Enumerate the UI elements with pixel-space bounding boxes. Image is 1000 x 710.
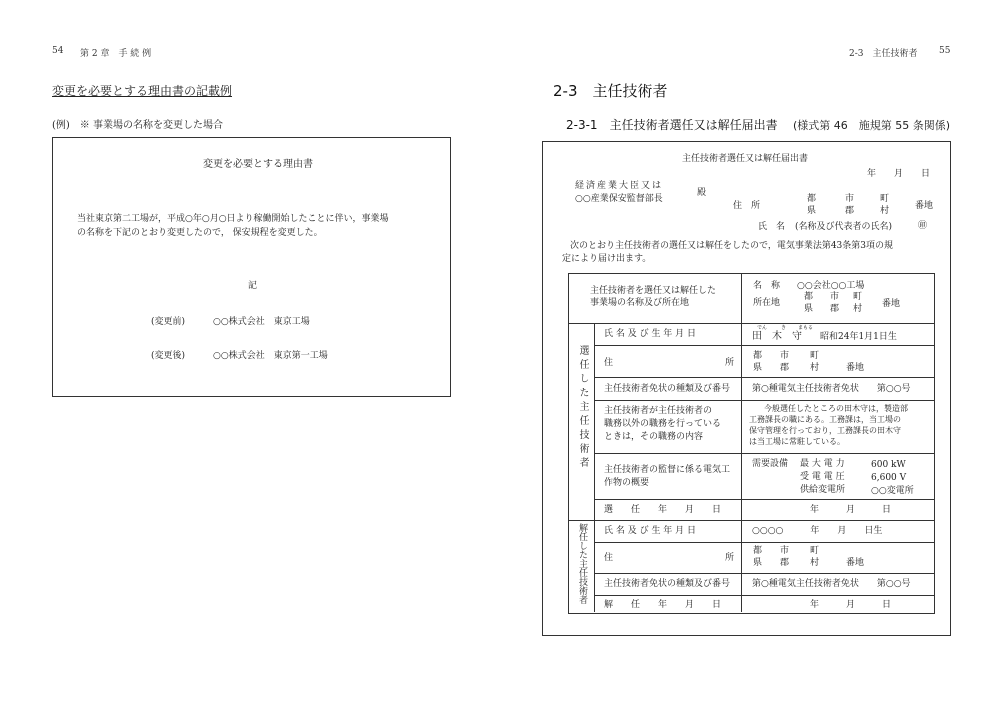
dismissed-license-value: 第○種電気主任技術者免状 第○○号 (752, 579, 911, 589)
appointed-date-label: 選 任 年 月 日 (604, 505, 722, 515)
substation-label: 供給変電所 (800, 485, 846, 495)
dismissed-section-label: 解任した主任技術者 (577, 523, 587, 604)
after-label: (変更後) (151, 351, 186, 361)
applicant-name-label: 氏 名 (758, 222, 786, 232)
appointed-to: 都 (753, 351, 763, 361)
site-ken: 県 (804, 304, 814, 314)
appointed-cho: 町 (810, 351, 820, 361)
ki-label: 記 (248, 281, 258, 291)
addressee-line2: ○○産業保安監督部長 (575, 194, 663, 204)
addressee-line1: 経済産業大臣又は (575, 181, 664, 191)
appointed-address-label2: 所 (725, 358, 735, 368)
applicant-address-label: 住 所 (733, 201, 761, 211)
applicant-name-note: (名称及び代表者の氏名) (795, 222, 893, 232)
site-to: 都 (804, 292, 814, 302)
dismissed-shi: 市 (780, 546, 790, 556)
site-shi: 市 (830, 292, 840, 302)
voltage-value: 6,600 V (871, 473, 907, 483)
appointed-other-value3: 保守管理を行っており，工務課長の田木守 (749, 426, 901, 435)
appointed-name-value: 田 木 守 (752, 331, 802, 342)
example-label: (例) ※ 事業場の名称を変更した場合 (52, 120, 223, 131)
applicant-mura: 村 (880, 206, 890, 216)
applicant-to: 都 (807, 194, 817, 204)
appointed-section-label: 選任した主任技術者 (577, 345, 588, 471)
applicant-banchi: 番地 (915, 201, 934, 211)
site-name-value: ○○会社○○工場 (797, 281, 865, 291)
seal-mark: ㊞ (918, 221, 928, 231)
subsection-note: (様式第 46 施規第 55 条関係) (793, 119, 951, 132)
left-chapter-header: 第 2 章 手 続 例 (80, 49, 152, 59)
left-page-number: 54 (52, 46, 64, 56)
appointed-license-label: 主任技術者免状の種類及び番号 (604, 384, 731, 394)
substation-value: ○○変電所 (871, 486, 914, 496)
site-location-label: 所在地 (753, 298, 781, 308)
before-value: ○○株式会社 東京工場 (213, 317, 310, 327)
site-gun: 郡 (830, 304, 840, 314)
appointed-name-label: 氏 名 及 び 生 年 月 日 (604, 329, 697, 339)
dismissed-mura: 村 (810, 558, 820, 568)
dismissed-ken: 県 (753, 558, 763, 568)
right-section-ref: 2-3 主任技術者 (849, 49, 918, 59)
dismissed-cho: 町 (810, 546, 820, 556)
subsection-title: 2-3-1 主任技術者選任又は解任届出書 (566, 118, 778, 132)
appointed-banchi: 番地 (846, 363, 865, 373)
dismissed-address-label: 住 (604, 553, 614, 563)
appointed-birth: 昭和24年1月1日生 (820, 332, 897, 342)
applicant-cho: 町 (880, 194, 890, 204)
dismissed-name-value: ○○○○ 年 月 日生 (752, 526, 883, 536)
appointed-other-value1: 今般選任したところの田木守は，製造部 (764, 404, 908, 413)
reason-body-line2: の名称を下記のとおり変更したので， 保安規程を変更した。 (77, 228, 323, 238)
dismissed-date-label: 解 任 年 月 日 (604, 600, 722, 610)
reason-document-box (52, 137, 451, 397)
reason-body-line1: 当社東京第二工場が，平成○年○月○日より稼働開始したことに伴い，事業場 (77, 214, 389, 224)
form-intro-line2: 定により届け出ます。 (562, 254, 652, 264)
appointed-other-label3: ときは，その職務の内容 (604, 432, 704, 442)
dismissed-address-label2: 所 (725, 553, 735, 563)
appointed-license-value: 第○種電気主任技術者免状 第○○号 (752, 384, 911, 394)
max-power-value: 600 kW (871, 460, 906, 470)
voltage-label: 受 電 電 圧 (800, 472, 845, 482)
appointed-shi: 市 (780, 351, 790, 361)
dismissed-to: 都 (753, 546, 763, 556)
dismissed-date-value: 年 月 日 (810, 600, 892, 610)
appointed-ruby-3: まもる (798, 325, 814, 331)
site-row-label1: 主任技術者を選任又は解任した (590, 286, 717, 296)
appointed-other-label1: 主任技術者が主任技術者の (604, 406, 713, 416)
after-value: ○○株式会社 東京第一工場 (213, 351, 328, 361)
appointed-ruby-1: でん (757, 325, 768, 331)
site-row-label2: 事業場の名称及び所在地 (590, 298, 690, 308)
form-title: 主任技術者選任又は解任届出書 (682, 154, 809, 164)
applicant-gun: 郡 (845, 206, 855, 216)
dismissed-license-label: 主任技術者免状の種類及び番号 (604, 579, 731, 589)
appointed-address-label: 住 (604, 358, 614, 368)
max-power-label: 最 大 電 力 (800, 459, 845, 469)
section-title: 2-3 主任技術者 (553, 82, 668, 100)
before-label: (変更前) (151, 317, 186, 327)
site-mura: 村 (853, 304, 863, 314)
appointed-ruby-2: き (781, 325, 787, 331)
appointed-other-label2: 職務以外の職務を行っている (604, 419, 722, 429)
site-name-label: 名 称 (753, 281, 781, 291)
site-banchi: 番地 (882, 299, 901, 309)
form-date: 年 月 日 (867, 169, 931, 179)
appointed-works-label1: 主任技術者の監督に係る電気工 (604, 465, 731, 475)
appointed-gun: 郡 (780, 363, 790, 373)
applicant-ken: 県 (807, 206, 817, 216)
site-cho: 町 (853, 292, 863, 302)
dismissed-name-label: 氏 名 及 び 生 年 月 日 (604, 526, 697, 536)
dono-label: 殿 (697, 188, 707, 198)
appointed-mura: 村 (810, 363, 820, 373)
reason-doc-title: 変更を必要とする理由書 (203, 159, 313, 170)
dismissed-gun: 郡 (780, 558, 790, 568)
dismissed-banchi: 番地 (846, 558, 865, 568)
appointed-other-value2: 工務課長の職にある。工務課は，当工場の (749, 415, 901, 424)
appointed-date-value: 年 月 日 (810, 505, 892, 515)
appointed-works-equip: 需要設備 (752, 459, 789, 469)
form-intro-line1: 次のとおり主任技術者の選任又は解任をしたので，電気事業法第43条第3項の規 (570, 241, 894, 251)
appointed-other-value4: は当工場に常駐している。 (749, 437, 845, 446)
applicant-shi: 市 (845, 194, 855, 204)
appointed-ken: 県 (753, 363, 763, 373)
appointed-works-label2: 作物の概要 (604, 478, 650, 488)
left-heading: 変更を必要とする理由書の記載例 (52, 84, 233, 98)
right-page-number: 55 (939, 46, 951, 56)
